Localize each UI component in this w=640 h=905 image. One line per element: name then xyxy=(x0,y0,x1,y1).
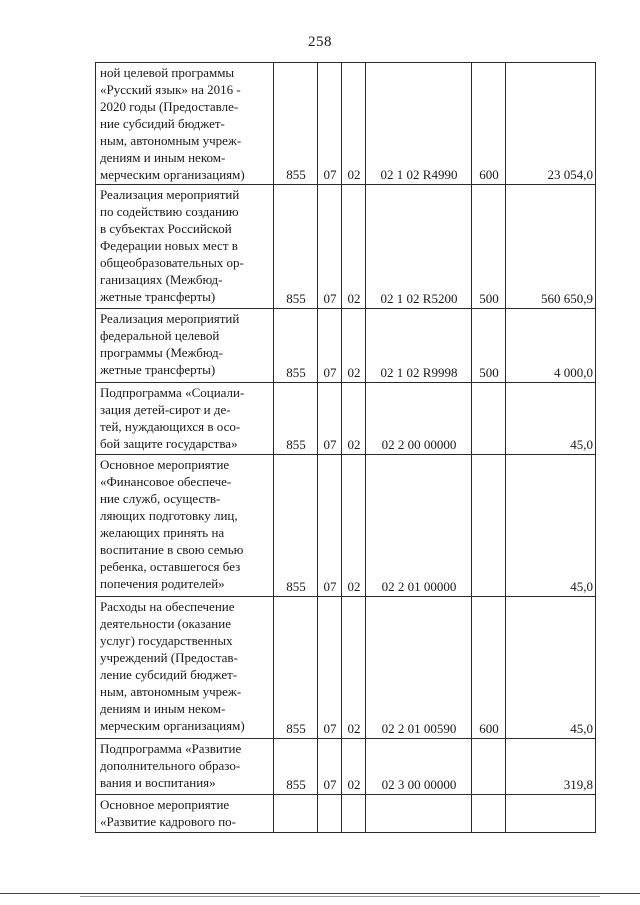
expense-type-code: 600 xyxy=(472,63,506,185)
row-name: Основное мероприятие «Финансовое обеспече- ние служб, осуществ- ляющих подготовку лиц, желающих принять на воспитание в свою семью ребенка, оставшегося без попечения родителей» xyxy=(100,457,244,591)
expense-type-code xyxy=(472,795,506,833)
ministry-code: 855 xyxy=(274,739,318,795)
expense-type-code xyxy=(472,739,506,795)
subsection-code: 02 xyxy=(342,455,366,597)
row-name-cell xyxy=(96,597,274,739)
ministry-code: 855 xyxy=(274,383,318,455)
target-article-code: 02 1 02 R9998 xyxy=(366,309,472,383)
amount: 45,0 xyxy=(506,597,596,739)
row-name-cell xyxy=(96,455,274,597)
amount xyxy=(506,795,596,833)
page-number: 258 xyxy=(308,34,332,50)
expense-type-code: 500 xyxy=(472,185,506,309)
table-row xyxy=(96,383,596,455)
row-name-cell xyxy=(96,383,274,455)
section-code: 07 xyxy=(318,309,342,383)
row-name-cell xyxy=(96,795,274,833)
table-row xyxy=(96,63,596,185)
budget-table xyxy=(95,62,596,833)
target-article-code: 02 3 00 00000 xyxy=(366,739,472,795)
table-row xyxy=(96,739,596,795)
ministry-code: 855 xyxy=(274,597,318,739)
row-name: Реализация мероприятий федеральной целевой программы (Межбюд- жетные трансферты) xyxy=(100,311,240,377)
subsection-code: 02 xyxy=(342,309,366,383)
section-code: 07 xyxy=(318,383,342,455)
amount: 23 054,0 xyxy=(506,63,596,185)
ministry-code xyxy=(274,795,318,833)
expense-type-code xyxy=(472,455,506,597)
row-name: ной целевой программы «Русский язык» на 2016 - 2020 годы (Предоставле- ние субсидий бюджет- ным, автономным учреж- дениям и иным неком- мерческим организациям) xyxy=(100,65,245,182)
row-name: Реализация мероприятий по содействию созданию в субъектах Российской Федерации новых мест в общеобразовательных ор- ганизациях (Межбюд- жетные трансферты) xyxy=(100,187,244,304)
section-code: 07 xyxy=(318,63,342,185)
target-article-code: 02 2 01 00590 xyxy=(366,597,472,739)
table-row xyxy=(96,309,596,383)
amount: 45,0 xyxy=(506,383,596,455)
subsection-code: 02 xyxy=(342,185,366,309)
table-row xyxy=(96,185,596,309)
table-row xyxy=(96,455,596,597)
subsection-code: 02 xyxy=(342,739,366,795)
subsection-code: 02 xyxy=(342,597,366,739)
row-name-cell xyxy=(96,63,274,185)
row-name: Расходы на обеспечение деятельности (оказание услуг) государственных учреждений (Предостав- ление субсидий бюджет- ным, автономным учреж- дениям и иным неком- мерческим организациям) xyxy=(100,599,245,733)
subsection-code: 02 xyxy=(342,383,366,455)
bottom-rule-secondary xyxy=(80,896,600,897)
table-row xyxy=(96,597,596,739)
subsection-code xyxy=(342,795,366,833)
target-article-code xyxy=(366,795,472,833)
ministry-code: 855 xyxy=(274,185,318,309)
table-row xyxy=(96,795,596,833)
subsection-code: 02 xyxy=(342,63,366,185)
row-name: Подпрограмма «Социали- зация детей-сирот и де- тей, нуждающихся в осо- бой защите государства» xyxy=(100,385,245,451)
amount: 319,8 xyxy=(506,739,596,795)
target-article-code: 02 2 00 00000 xyxy=(366,383,472,455)
amount: 4 000,0 xyxy=(506,309,596,383)
section-code: 07 xyxy=(318,597,342,739)
section-code xyxy=(318,795,342,833)
amount: 560 650,9 xyxy=(506,185,596,309)
expense-type-code xyxy=(472,383,506,455)
row-name: Подпрограмма «Развитие дополнительного образо- вания и воспитания» xyxy=(100,741,242,790)
section-code: 07 xyxy=(318,739,342,795)
ministry-code: 855 xyxy=(274,63,318,185)
amount: 45,0 xyxy=(506,455,596,597)
row-name: Основное мероприятие «Развитие кадрового по- xyxy=(100,797,236,829)
ministry-code: 855 xyxy=(274,309,318,383)
expense-type-code: 500 xyxy=(472,309,506,383)
target-article-code: 02 1 02 R4990 xyxy=(366,63,472,185)
row-name-cell xyxy=(96,185,274,309)
section-code: 07 xyxy=(318,455,342,597)
bottom-rule xyxy=(0,893,640,894)
row-name-cell xyxy=(96,309,274,383)
section-code: 07 xyxy=(318,185,342,309)
target-article-code: 02 1 02 R5200 xyxy=(366,185,472,309)
expense-type-code: 600 xyxy=(472,597,506,739)
ministry-code: 855 xyxy=(274,455,318,597)
row-name-cell xyxy=(96,739,274,795)
target-article-code: 02 2 01 00000 xyxy=(366,455,472,597)
